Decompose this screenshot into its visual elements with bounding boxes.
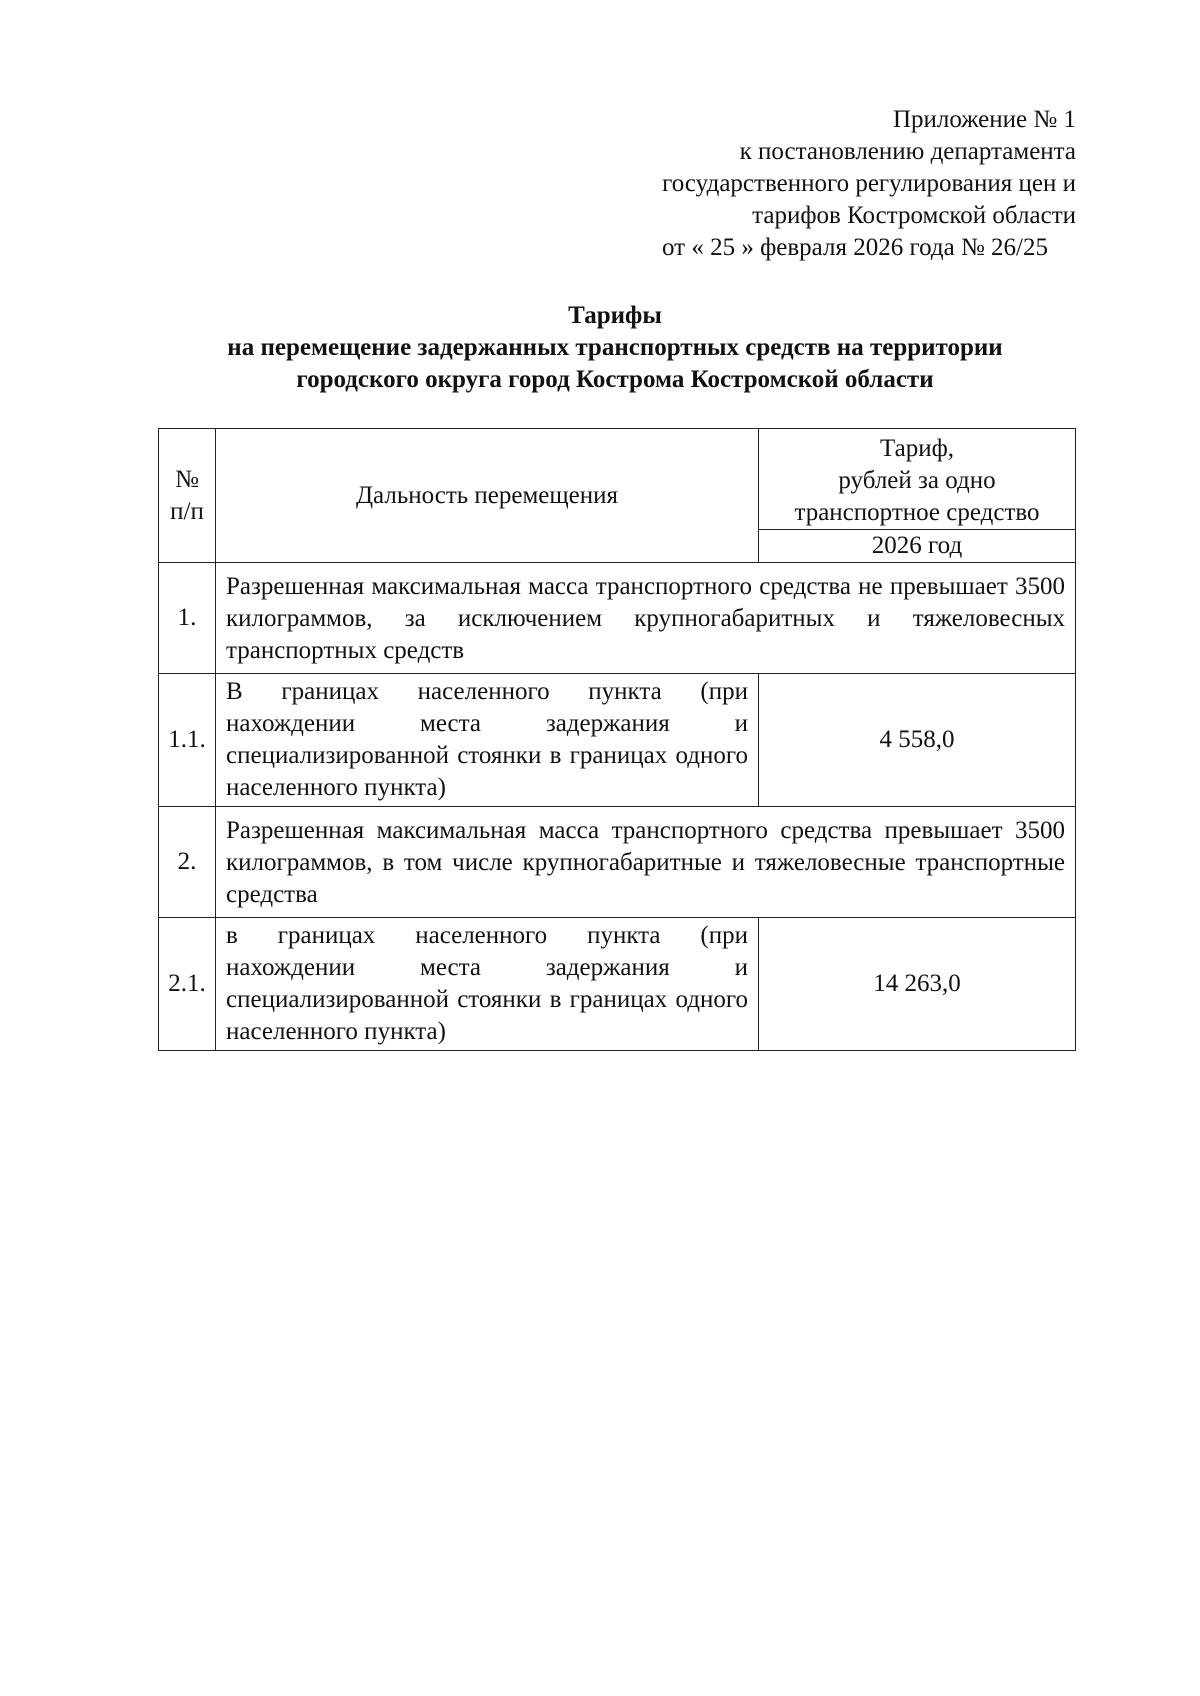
row-description: в границах населенного пункта (при нахождении места задержания и специализированной стоянки в границах одного населенного пункта) (216, 918, 759, 1051)
appendix-header (556, 104, 1076, 264)
row-tariff-value: 14 263,0 (759, 918, 1076, 1051)
header-number-symbol: № (175, 465, 199, 493)
appendix-region-line: тарифов Костромской области (752, 202, 1076, 229)
row-number: 1.1. (159, 674, 216, 807)
row-tariff-value: 4 558,0 (759, 674, 1076, 807)
table-header-row (159, 429, 1076, 530)
header-tariff-per-vehicle: транспортное средство (794, 499, 1040, 526)
appendix-resolution-line: к постановлению департамента (739, 138, 1076, 165)
row-description: В границах населенного пункта (при нахождении места задержания и специализированной стоянки в границах одного населенного пункта) (216, 674, 759, 807)
appendix-number: Приложение № 1 (892, 106, 1076, 133)
row-number: 1. (159, 563, 216, 674)
table-row (159, 807, 1076, 918)
header-number-abbrev: п/п (170, 497, 204, 525)
title-territory: городского округа город Кострома Костромской области (296, 366, 934, 393)
row-description: Разрешенная максимальная масса транспортного средства не превышает 3500 килограммов, за исключением крупногабаритных и тяжеловесных транспортных средств (216, 563, 1076, 674)
header-year-cell: 2026 год (759, 530, 1076, 563)
row-number: 2.1. (159, 918, 216, 1051)
row-number: 2. (159, 807, 216, 918)
appendix-date-line: от « 25 » февраля 2026 года № 26/25 (661, 234, 1048, 261)
table-row (159, 563, 1076, 674)
tariff-table (158, 428, 1076, 1051)
document-title (150, 300, 1080, 396)
header-tariff-unit: рублей за одно (838, 467, 996, 494)
header-distance-cell: Дальность перемещения (216, 429, 759, 563)
table-row (159, 918, 1076, 1051)
title-main: Тарифы (568, 302, 662, 329)
row-description: Разрешенная максимальная масса транспортного средства превышает 3500 килограммов, в том числе крупногабаритные и тяжеловесные транспортные средства (216, 807, 1076, 918)
appendix-department-line: государственного регулирования цен и (662, 170, 1076, 197)
header-number-cell (159, 429, 216, 563)
title-subject: на перемещение задержанных транспортных средств на территории (227, 334, 1003, 361)
table-row (159, 674, 1076, 807)
header-tariff-label: Тариф, (879, 435, 955, 462)
header-tariff-cell (759, 429, 1076, 530)
